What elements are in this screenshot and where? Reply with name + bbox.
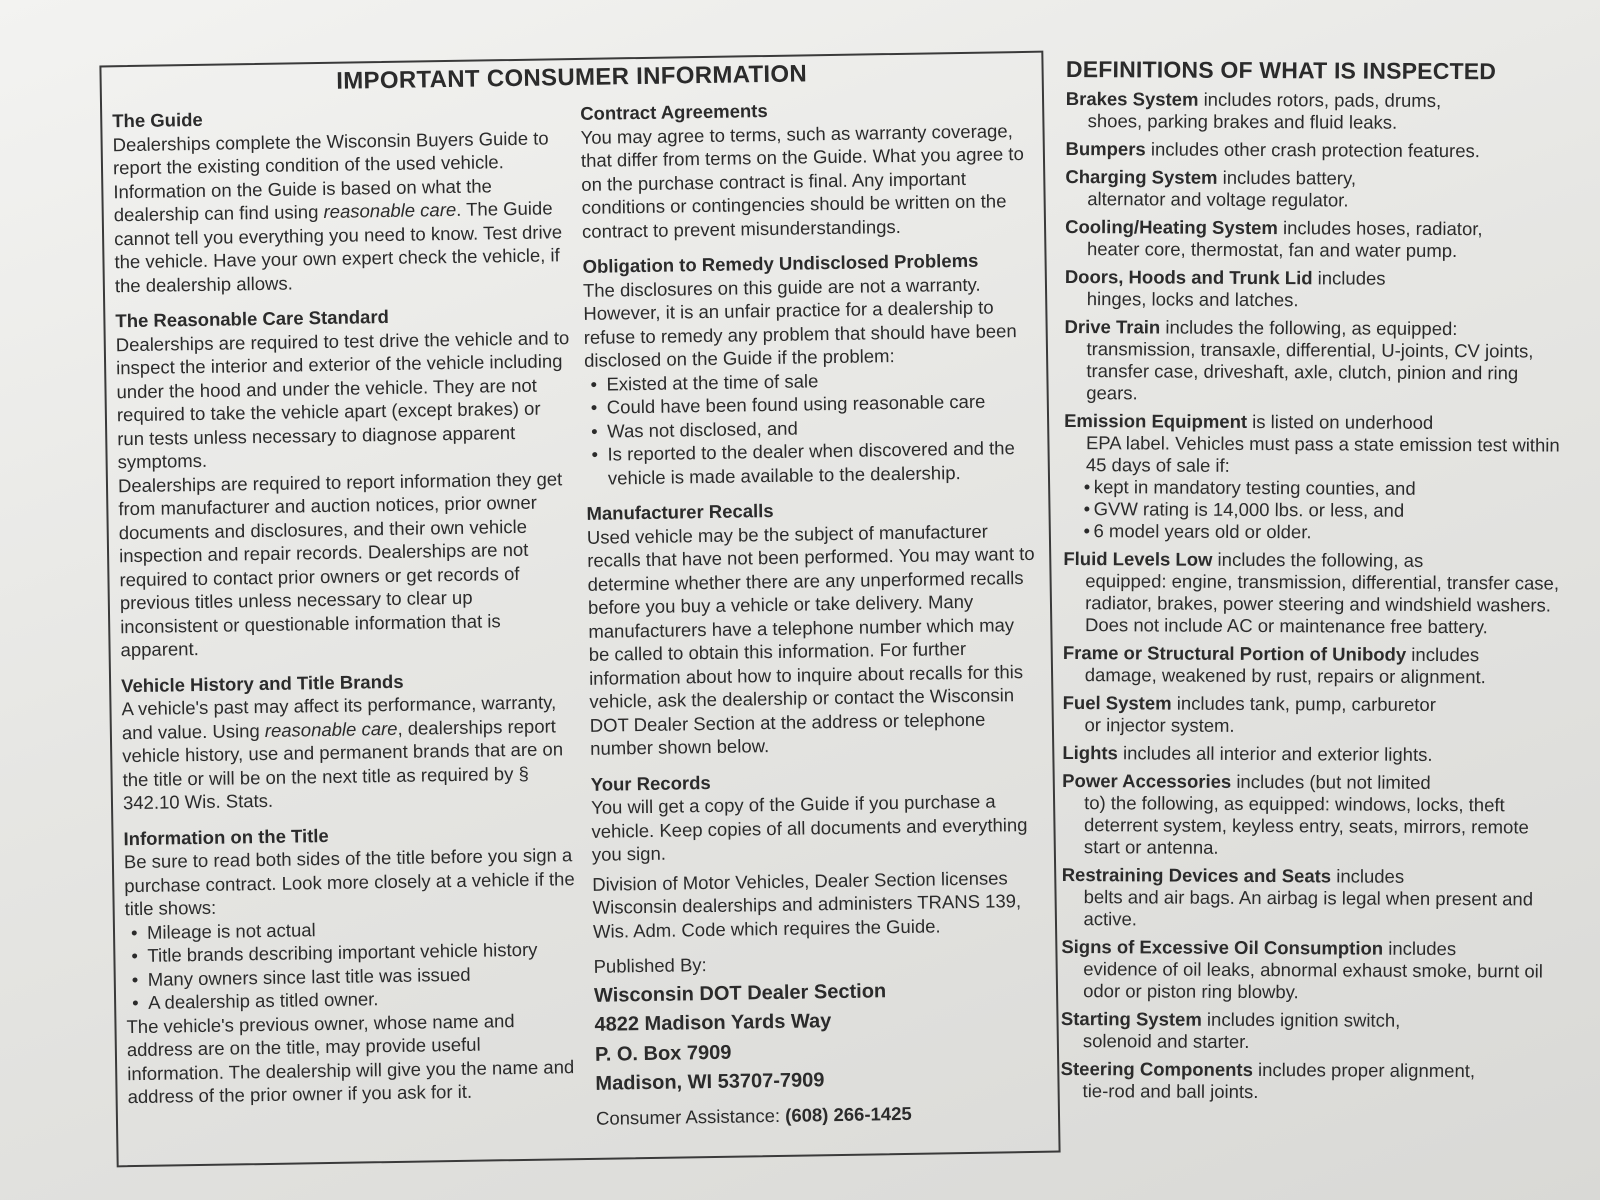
- section-body: Used vehicle may be the subject of manufacturer recalls that have not been performed. You may want to determine whether there are any unperformed recalls before you buy a vehicle or take delivery. Many manufacturers have a telephone number which may be called to obtain this information. For further information about how to inquire about recalls for this vehicle, ask the dealership or contact the Wisconsin DOT Dealer Section at the address or telephone number shown below.: [586, 520, 1035, 759]
- list-item: • Many owners since last title was issued: [126, 961, 581, 992]
- section-obligation: [582, 248, 1036, 490]
- publisher-city: Madison, WI 53707-7909: [595, 1069, 825, 1095]
- section-body: The vehicle's previous owner, whose name and address are on the title, may provide useful information. The dealership will give you the name and address of the prior owner if you ask for it.: [126, 1009, 575, 1108]
- list-item: • GVW rating is 14,000 lbs. or less, and: [1064, 498, 1564, 523]
- definition-item: Power Accessories includes (but not limited to) the following, as equipped: windows, locks, theft deterrent system, keyless entry, seats, mirrors, remote start or antenna.: [1062, 769, 1529, 858]
- list-item: • Existed at the time of sale: [584, 365, 1034, 396]
- definition-item: Fluid Levels Low includes the following, as equipped: engine, transmission, differential, transfer case, radiator, brakes, power steering and windshield washers. Does not include AC or maintenance free battery.: [1063, 547, 1560, 638]
- section-heading: Manufacturer Recalls: [586, 499, 774, 524]
- section-vehicle-history: [121, 667, 578, 815]
- section-heading: Vehicle History and Title Brands: [120, 670, 404, 696]
- title-bullet-list: [125, 914, 581, 1015]
- list-item: • Is reported to the dealer when discovered and the vehicle is made available to the dealership.: [585, 436, 1036, 490]
- definition-item: Emission Equipment is listed on underhood EPA label. Vehicles must pass a state emission test within 45 days of sale if: • kept in mandatory testing counties, and • GVW rating is 14,000 lbs. or less, and • 6 model years old or older.: [1063, 410, 1564, 545]
- definition-item: Bumpers includes other crash protection features.: [1065, 137, 1480, 162]
- section-heading: The Guide: [112, 108, 203, 132]
- definition-item: Doors, Hoods and Trunk Lid includes hinges, locks and latches.: [1064, 265, 1386, 311]
- definition-item: Starting System includes ignition switch, solenoid and starter.: [1060, 1007, 1401, 1052]
- list-item: • Was not disclosed, and: [585, 412, 1035, 443]
- section-heading: The Reasonable Care Standard: [115, 305, 390, 332]
- section-heading: Obligation to Remedy Undisclosed Problems: [582, 249, 979, 277]
- definition-item: Restraining Devices and Seats includes belts and air bags. An airbag is legal when present and active.: [1061, 863, 1534, 930]
- list-item: • Could have been found using reasonable care: [585, 389, 1035, 420]
- section-body: You will get a copy of the Guide if you purchase a vehicle. Keep copies of all documents and everything you sign.: [590, 790, 1028, 865]
- publisher-block: [593, 948, 1046, 1130]
- section-body: Dealerships are required to test drive the vehicle and to inspect the interior and exterior of the vehicle including under the hood and under the vehicle. They are not required to take the vehicle apart (except brakes) or run tests unless necessary to diagnose apparent symptoms.: [115, 326, 570, 473]
- section-recalls: [586, 495, 1040, 761]
- section-body: A vehicle's past may affect its performance, warranty, and value. Using reasonable care, dealerships report vehicle history, use and permanent brands that are on the title or will be on the next title as required by § 342.10 Wis. Stats.: [121, 691, 564, 814]
- definition-item: Drive Train includes the following, as equipped: transmission, transaxle, differential, U-joints, CV joints, transfer case, driveshaft, axle, clutch, pinion and ring gears.: [1064, 315, 1534, 404]
- section-heading: Your Records: [590, 771, 711, 795]
- list-item: • A dealership as titled owner.: [126, 984, 581, 1015]
- consumer-assistance: Consumer Assistance: (608) 266-1425: [595, 1102, 912, 1129]
- section-body: The disclosures on this guide are not a warranty. However, it is an unfair practice for a dealership to refuse to remedy any problem that should have been disclosed on the Guide if the problem:: [582, 273, 1017, 371]
- left-column: [112, 102, 583, 1121]
- section-contract: [580, 95, 1032, 243]
- definition-item: Cooling/Heating System includes hoses, radiator, heater core, thermostat, fan and water pump.: [1065, 215, 1483, 262]
- middle-column: [580, 95, 1046, 1142]
- definitions-title: DEFINITIONS OF WHAT IS INSPECTED: [1065, 56, 1497, 85]
- publisher-street: 4822 Madison Yards Way: [594, 1010, 832, 1036]
- section-body: Division of Motor Vehicles, Dealer Section licenses Wisconsin dealerships and administers TRANS 139, Wis. Adm. Code which requires the Guide.: [592, 866, 1022, 942]
- consumer-information-box: [99, 51, 1060, 1168]
- section-body: Dealerships are required to report information they get from manufacturer and auction notices, prior owner documents and disclosures, and their own vehicle inspection and repair records. Dealerships are not required to contact prior owners or get records of previous titles unless necessary to clear up inconsistent or questionable information that is apparent.: [117, 467, 563, 661]
- definition-item: Frame or Structural Portion of Unibody includes damage, weakened by rust, repairs or alignment.: [1062, 641, 1486, 688]
- section-title-info: [123, 820, 582, 1109]
- definitions-column: [1061, 58, 1566, 1111]
- list-item: • Mileage is not actual: [125, 914, 580, 945]
- list-item: • 6 model years old or older.: [1063, 520, 1563, 545]
- publisher-name: Wisconsin DOT Dealer Section: [593, 979, 887, 1007]
- definition-item: Signs of Excessive Oil Consumption includes evidence of oil leaks, abnormal exhaust smoke, burnt oil odor or piston ring blowby.: [1061, 935, 1543, 1003]
- section-the-guide: [112, 102, 570, 297]
- section-reasonable-care: [115, 302, 575, 662]
- list-item: • kept in mandatory testing counties, and: [1064, 476, 1564, 501]
- definition-item: Lights includes all interior and exterior lights.: [1062, 741, 1433, 765]
- published-by-label: Published By:: [593, 954, 707, 977]
- publisher-po-box: P. O. Box 7909: [594, 1041, 732, 1066]
- section-heading: Contract Agreements: [580, 99, 768, 124]
- box-title: IMPORTANT CONSUMER INFORMATION: [336, 60, 808, 95]
- section-body: Be sure to read both sides of the title before you sign a purchase contract. Look more closely at a vehicle if the title shows:: [123, 844, 575, 920]
- emission-bullet-list: [1063, 476, 1563, 545]
- definition-item: Fuel System includes tank, pump, carburetor or injector system.: [1062, 691, 1436, 736]
- definition-item: Steering Components includes proper alignment, tie-rod and ball joints.: [1060, 1057, 1476, 1103]
- section-body: Dealerships complete the Wisconsin Buyers Guide to report the existing condition of the used vehicle. Information on the Guide is based on what the dealership can find using reasonable care. The Guide cannot tell you everything you need to know. Test drive the vehicle. Have your own expert check the vehicle, if the dealership allows.: [112, 126, 563, 296]
- obligation-bullet-list: [584, 365, 1036, 490]
- definition-item: Charging System includes battery, alternator and voltage regulator.: [1065, 165, 1357, 211]
- section-body: You may agree to terms, such as warranty coverage, that differ from terms on the Guide. What you agree to on the purchase contract is final. Any important conditions or contingencies should be written on the contract to prevent misunderstandings.: [580, 119, 1024, 242]
- definition-item: Brakes System includes rotors, pads, drums, shoes, parking brakes and fluid leaks.: [1065, 87, 1442, 133]
- consumer-assistance-phone: (608) 266-1425: [785, 1102, 912, 1126]
- section-heading: Information on the Title: [123, 824, 329, 849]
- section-records: [591, 765, 1044, 943]
- list-item: • Title brands describing important vehicle history: [125, 937, 580, 968]
